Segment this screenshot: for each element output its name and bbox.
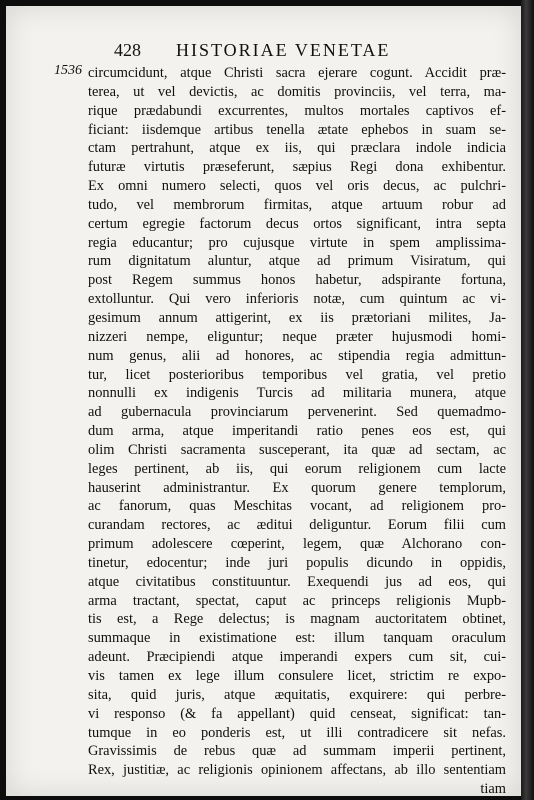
text-line: regia educantur; pro cujusque virtute in spem amplissima- bbox=[88, 234, 506, 251]
text-line: vi responso (& fa appellant) quid censeat, significat: tan- bbox=[88, 705, 506, 722]
margin-year: 1536 bbox=[54, 63, 82, 78]
text-line: atque civitatibus constituuntur. Exequendi jus ad eos, qui bbox=[88, 573, 506, 590]
running-head: HISTORIAE VENETAE bbox=[176, 40, 391, 60]
text-line: dum arma, atque imperitandi ratio penes eos est, qui bbox=[88, 423, 506, 440]
text-line: tumque in eo ponderis est, ut illi contradicere sit nefas. bbox=[88, 724, 506, 741]
text-line: ac fanorum, quas Meschitas vocant, ad religionem pro- bbox=[88, 498, 506, 515]
text-line: sita, quid juris, atque æquitatis, exquirere: qui perbre- bbox=[88, 686, 506, 703]
text-line: leges pertinent, ab iis, qui eorum religionem cum lacte bbox=[88, 460, 506, 477]
book-page bbox=[6, 6, 521, 796]
page-number: 428 bbox=[114, 40, 141, 60]
text-line: extolluntur. Qui vero inferioris notæ, cum quintum ac vi- bbox=[88, 291, 506, 308]
text-line: tinetur, edocentur; inde juri populis dicundo in oppidis, bbox=[88, 554, 506, 571]
text-line: tur, licet posterioribus temporibus vel gratia, vel pretio bbox=[88, 366, 506, 383]
text-line: ctam pertrahunt, atque ex iis, qui præclara indole indicia bbox=[88, 140, 506, 157]
text-line: olim Christi sacramenta susceperant, ita quæ ad sectam, ac bbox=[88, 441, 506, 458]
text-line: Ex omni numero selecti, quos vel oris decus, ac pulchri- bbox=[88, 178, 506, 195]
text-line: nizzeri nempe, eliguntur; neque præter hujusmodi homi- bbox=[88, 328, 506, 345]
text-line: summaque in existimatione est: illum tanquam oraculum bbox=[88, 630, 506, 647]
text-line: tudo, vel membrorum firmitas, atque artuum robur ad bbox=[88, 196, 506, 213]
text-line: nonnulli ex indigenis Turcis ad militaria munera, atque bbox=[88, 385, 506, 402]
text-line: terea, ut vel devictis, ac domitis provinciis, vel terra, ma- bbox=[88, 83, 506, 100]
text-line: num genus, alii ad honores, ac stipendia regia admittun- bbox=[88, 347, 506, 364]
text-line: gesimum annum attigerint, ex iis prætoriani milites, Ja- bbox=[88, 309, 506, 326]
text-line: hauserint administrantur. Ex quorum genere templorum, bbox=[88, 479, 506, 496]
text-line: arma tractant, spectat, caput ac princeps religionis Mupb- bbox=[88, 592, 506, 609]
text-line: Rex, justitiæ, ac religionis opinionem affectans, ab illo sententiam bbox=[88, 762, 506, 779]
text-line: rum dignitatum aluntur, atque ad primum Visiratum, qui bbox=[88, 253, 506, 270]
text-line: rique prædabundi excurrentes, multos mortales captivos ef- bbox=[88, 102, 506, 119]
text-line: Gravissimis de rebus quæ ad summam imperii pertinent, bbox=[88, 743, 506, 760]
text-line: ficiant: iisdemque artibus tenella ætate ephebos in suam se- bbox=[88, 121, 506, 138]
text-line: curandam rectores, ac æditui deliguntur. Eorum filii cum bbox=[88, 517, 506, 534]
page-edge-shadow bbox=[521, 0, 534, 800]
text-line: post Regem summus honos habetur, adspirante fortuna, bbox=[88, 272, 506, 289]
text-line: primum adolescere cœperint, legem, quæ Alchorano con- bbox=[88, 536, 506, 553]
body-text bbox=[88, 64, 506, 799]
text-line: tis est, a Rege delectus; is magnam auctoritatem obtinet, bbox=[88, 611, 506, 628]
text-line: certum egregie factorum decus ortos significant, intra septa bbox=[88, 215, 506, 232]
text-line: ad gubernacula provinciarum pervenerint. Sed quemadmo- bbox=[88, 404, 506, 421]
text-line: tiam bbox=[480, 781, 506, 798]
text-line: circumcidunt, atque Christi sacra ejerare cogunt. Accidit præ- bbox=[88, 65, 506, 81]
text-line: adeunt. Præcipiendi atque imperandi expers cum sit, cui- bbox=[88, 649, 506, 666]
text-line: vis tamen ex lege illum consulere licet, strictim re expo- bbox=[88, 668, 506, 684]
text-line: futuræ virtutis præseferunt, sæpius Regi dona exhibentur. bbox=[88, 159, 506, 176]
